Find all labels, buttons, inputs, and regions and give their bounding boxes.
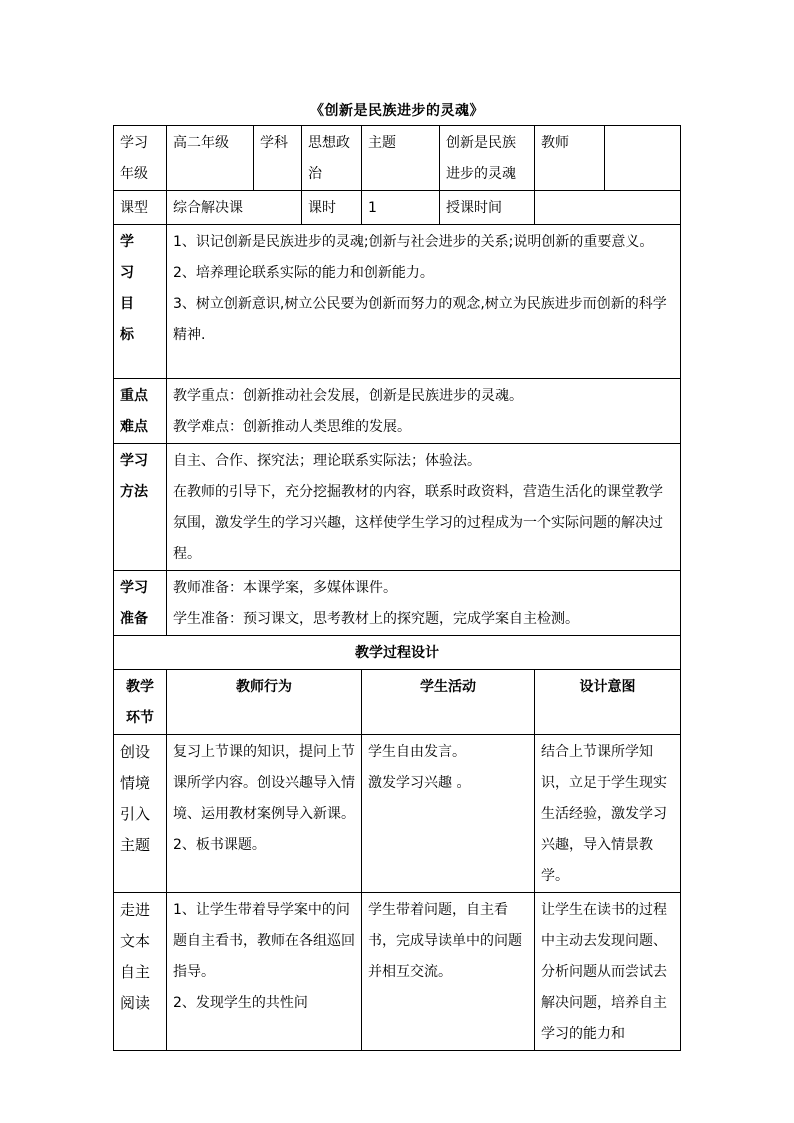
keypoint-item: 教学重点：创新推动社会发展，创新是民族进步的灵魂。 (173, 388, 523, 404)
prep-label: 学习准备 (114, 571, 167, 636)
goal-item: 2、培养理论联系实际的能力和创新能力。 (173, 265, 434, 281)
header-intent: 设计意图 (535, 670, 681, 735)
lesson-plan-table (113, 125, 681, 1051)
goals-label: 学习目标 (114, 225, 167, 379)
student-cell: 学生带着问题，自主看书，完成导读单中的问题并相互交流。 (362, 893, 535, 1051)
topic-value: 创新是民族进步的灵魂 (440, 126, 535, 191)
header-teacher: 教师行为 (167, 670, 362, 735)
stage-cell: 走进文本自主阅读 (114, 893, 167, 1051)
subject-label: 学科 (254, 126, 302, 191)
methods-label: 学习方法 (114, 444, 167, 571)
goals-row (114, 225, 681, 379)
info-row (114, 126, 681, 191)
prep-item: 学生准备：预习课文，思考教材上的探究题，完成学案自主检测。 (173, 611, 579, 627)
intent-cell: 结合上节课所学知识，立足于学生现实生活经验，激发学习兴趣，导入情景教学。 (535, 735, 681, 893)
header-stage: 教学环节 (114, 670, 167, 735)
keypoints-label: 重点难点 (114, 379, 167, 444)
topic-label: 主题 (362, 126, 440, 191)
method-item: 自主、合作、探究法；理论联系实际法；体验法。 (173, 453, 481, 469)
goal-item: 1、识记创新是民族进步的灵魂;创新与社会进步的关系;说明创新的重要意义。 (173, 234, 654, 250)
method-item: 在教师的引导下，充分挖掘教材的内容，联系时政资料，营造生活化的课堂教学氛围，激发学生的学习兴趣，这样使学生学习的过程成为一个实际问题的解决过程。 (173, 484, 663, 562)
process-title-row (114, 636, 681, 670)
teacher-value (605, 126, 681, 191)
teacher-cell: 复习上节课的知识，提问上节课所学内容。创设兴趣导入情境、运用教材案例导入新课。 2、板书课题。 (167, 735, 362, 893)
time-value (535, 191, 681, 225)
keypoint-item: 教学难点：创新推动人类思维的发展。 (173, 419, 411, 435)
goal-item: 3、树立创新意识,树立公民要为创新而努力的观念,树立为民族进步而创新的科学精神. (173, 296, 667, 343)
prep-content (167, 571, 681, 636)
subject-value: 思想政治 (302, 126, 362, 191)
methods-content (167, 444, 681, 571)
grade-label: 学习年级 (114, 126, 167, 191)
prep-item: 教师准备：本课学案，多媒体课件。 (173, 580, 397, 596)
type-label: 课型 (114, 191, 167, 225)
type-value: 综合解决课 (167, 191, 302, 225)
hours-label: 课时 (302, 191, 362, 225)
header-student: 学生活动 (362, 670, 535, 735)
time-label: 授课时间 (440, 191, 535, 225)
hours-value: 1 (362, 191, 440, 225)
stage-cell: 创设情境引入主题 (114, 735, 167, 893)
student-cell: 学生自由发言。 激发学习兴趣 。 (362, 735, 535, 893)
prep-row (114, 571, 681, 636)
process-row (114, 735, 681, 893)
intent-cell: 让学生在读书的过程中主动去发现问题、分析问题从而尝试去解决问题，培养自主学习的能力和 (535, 893, 681, 1051)
document-title: 《创新是民族进步的灵魂》 (310, 103, 484, 119)
process-header-row (114, 670, 681, 735)
teacher-cell: 1、让学生带着导学案中的问题自主看书，教师在各组巡回指导。 2、发现学生的共性问 (167, 893, 362, 1051)
methods-row (114, 444, 681, 571)
goals-content (167, 225, 681, 379)
process-row (114, 893, 681, 1051)
grade-value: 高二年级 (167, 126, 254, 191)
info-row (114, 191, 681, 225)
keypoints-content (167, 379, 681, 444)
keypoints-row (114, 379, 681, 444)
teacher-label: 教师 (535, 126, 605, 191)
process-title: 教学过程设计 (114, 636, 681, 670)
